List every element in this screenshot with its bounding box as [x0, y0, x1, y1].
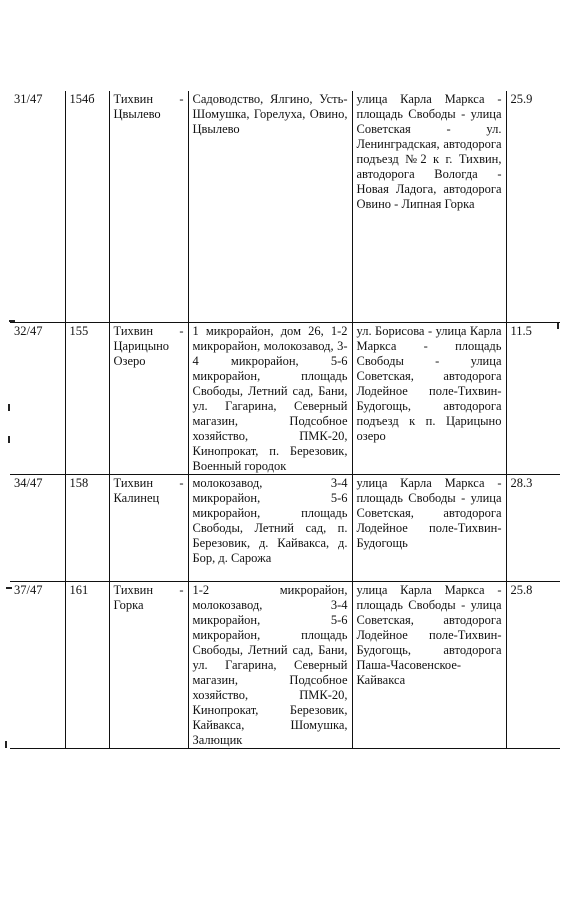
route-registry-number: 31/47 — [10, 91, 65, 322]
route-registry-number: 37/47 — [10, 581, 65, 748]
table-row — [10, 474, 560, 581]
route-streets: ул. Борисова - улица Карла Маркса - площадь Свободы - улица Советская, автодорога Лодейное поле-Тихвин-Будогощь, автодорога подъезд к п. Царицыно озеро — [352, 322, 506, 474]
route-end: Горка — [113, 597, 144, 612]
route-streets: улица Карла Маркса - площадь Свободы - улица Советская, автодорога Лодейное поле-Тихвин-Будогощь, автодорога Паша-Часовенское-Кайвакса — [352, 581, 506, 748]
route-end: Царицыно Озеро — [113, 338, 170, 368]
route-endpoints — [109, 322, 188, 474]
route-start: Тихвин - — [113, 475, 184, 490]
route-start: Тихвин - — [113, 323, 184, 338]
route-stops: Садоводство, Ялгино, Усть-Шомушка, Горелуха, Овино, Цвылево — [188, 91, 352, 322]
table-row — [10, 581, 560, 748]
route-registry-number: 32/47 — [10, 322, 65, 474]
route-endpoints — [109, 474, 188, 581]
route-start: Тихвин - — [113, 92, 184, 106]
route-streets: улица Карла Маркса - площадь Свободы - улица Советская - ул. Ленинградская, автодорога подъезд №2 к г. Тихвин, автодорога Вологда - Новая Ладога, автодорога Овино - Липная Горка — [352, 91, 506, 322]
route-distance: 25.9 — [506, 91, 560, 322]
route-stops: 1-2 микрорайон, молокозавод, 3-4 микрорайон, 5-6 микрорайон, площадь Свободы, Летний сад, Бани, ул. Гагарина, Северный магазин, Подсобное хозяйство, ПМК-20, Кинопрокат, Березовик, Кайвакса, Шомушка, Залющик — [188, 581, 352, 748]
route-number: 154б — [65, 91, 109, 322]
route-number: 155 — [65, 322, 109, 474]
scan-mark — [5, 741, 7, 748]
route-registry-number: 34/47 — [10, 474, 65, 581]
route-endpoints — [109, 91, 188, 322]
route-endpoints — [109, 581, 188, 748]
routes-table — [10, 91, 560, 749]
route-distance: 11.5 — [506, 322, 560, 474]
route-stops: молокозавод, 3-4 микрорайон, 5-6 микрорайон, площадь Свободы, Летний сад, п. Березовик, д. Кайвакса, д. Бор, д. Сарожа — [188, 474, 352, 581]
route-start: Тихвин - — [113, 582, 184, 597]
table-row — [10, 91, 560, 322]
route-number: 158 — [65, 474, 109, 581]
route-end: Калинец — [113, 490, 160, 505]
route-stops: 1 микрорайон, дом 26, 1-2 микрорайон, молокозавод, 3-4 микрорайон, 5-6 микрорайон, площадь Свободы, Летний сад, Бани, ул. Гагарина, Северный магазин, Подсобное хозяйство, ПМК-20, Кинопрокат, п. Березовик, Военный городок — [188, 322, 352, 474]
route-number: 161 — [65, 581, 109, 748]
route-distance: 25.8 — [506, 581, 560, 748]
route-end: Цвылево — [113, 107, 161, 121]
route-distance: 28.3 — [506, 474, 560, 581]
table-row — [10, 322, 560, 474]
route-streets: улица Карла Маркса - площадь Свободы - улица Советская, автодорога Лодейное поле-Тихвин-Будогощь — [352, 474, 506, 581]
